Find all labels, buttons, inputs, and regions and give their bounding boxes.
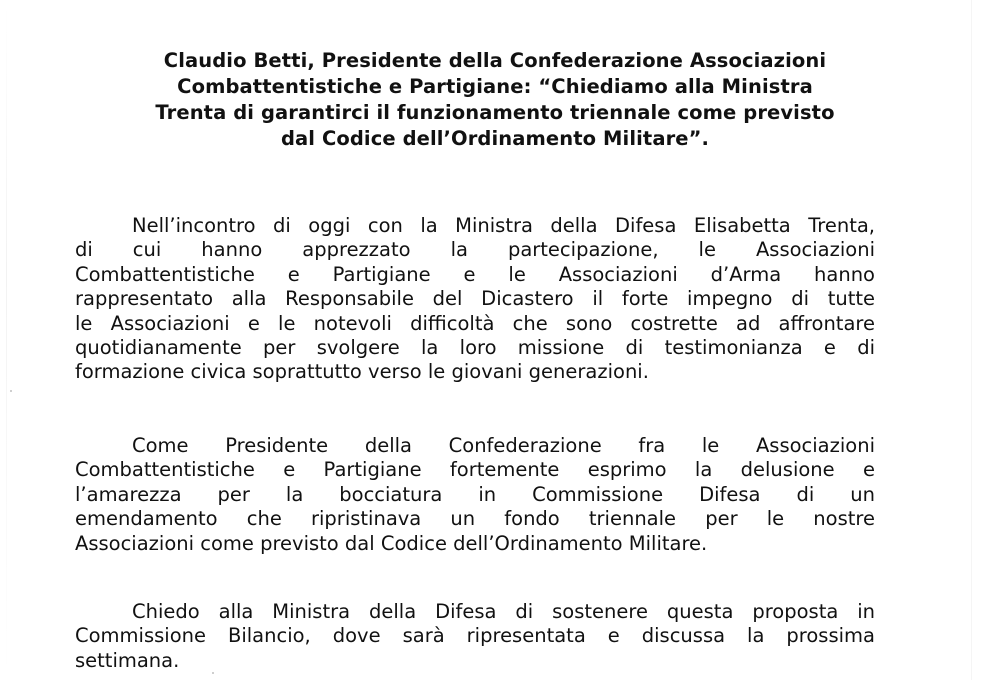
headline-line: Trenta di garantirci il funzionamento triennale come previsto xyxy=(155,101,835,124)
document-headline xyxy=(70,48,920,152)
paragraph-line: formazione civica soprattutto verso le giovani generazioni. xyxy=(75,360,649,384)
paragraph-line: l’amarezza per la bocciatura in Commissione Difesa di un xyxy=(75,482,875,506)
paragraph-line: Come Presidente della Confederazione fra le Associazioni xyxy=(132,434,875,457)
scan-speck xyxy=(212,672,214,674)
body-paragraph-3 xyxy=(75,600,875,673)
paragraph-line: Combattentistiche e Partigiane e le Associazioni d’Arma hanno xyxy=(75,262,875,286)
scan-edge-right xyxy=(971,0,972,680)
scan-speck xyxy=(10,390,12,392)
body-paragraph-2 xyxy=(75,434,875,556)
headline-line: Combattentistiche e Partigiane: “Chiediamo alla Ministra xyxy=(177,75,813,98)
body-paragraph-1 xyxy=(75,214,875,385)
paragraph-line: Chiedo alla Ministra della Difesa di sostenere questa proposta in xyxy=(132,600,875,623)
paragraph-line: di cui hanno apprezzato la partecipazione, le Associazioni xyxy=(75,238,875,262)
scan-edge-left xyxy=(6,0,7,680)
headline-line: Claudio Betti, Presidente della Confederazione Associazioni xyxy=(163,49,827,72)
paragraph-line: settimana. xyxy=(75,648,180,672)
paragraph-line: Nell’incontro di oggi con la Ministra della Difesa Elisabetta Trenta, xyxy=(132,214,875,237)
paragraph-line: emendamento che ripristinava un fondo triennale per le nostre xyxy=(75,507,875,531)
paragraph-line: Commissione Bilancio, dove sarà ripresentata e discussa la prossima xyxy=(75,624,875,648)
paragraph-line: rappresentato alla Responsabile del Dicastero il forte impegno di tutte xyxy=(75,287,875,311)
paragraph-line: Combattentistiche e Partigiane fortemente esprimo la delusione e xyxy=(75,458,875,482)
paragraph-line: quotidianamente per svolgere la loro missione di testimonianza e di xyxy=(75,336,875,360)
paragraph-line: Associazioni come previsto dal Codice dell’Ordinamento Militare. xyxy=(75,531,708,555)
headline-line: dal Codice dell’Ordinamento Militare”. xyxy=(280,127,710,150)
paragraph-line: le Associazioni e le notevoli difficoltà che sono costrette ad affrontare xyxy=(75,311,875,335)
